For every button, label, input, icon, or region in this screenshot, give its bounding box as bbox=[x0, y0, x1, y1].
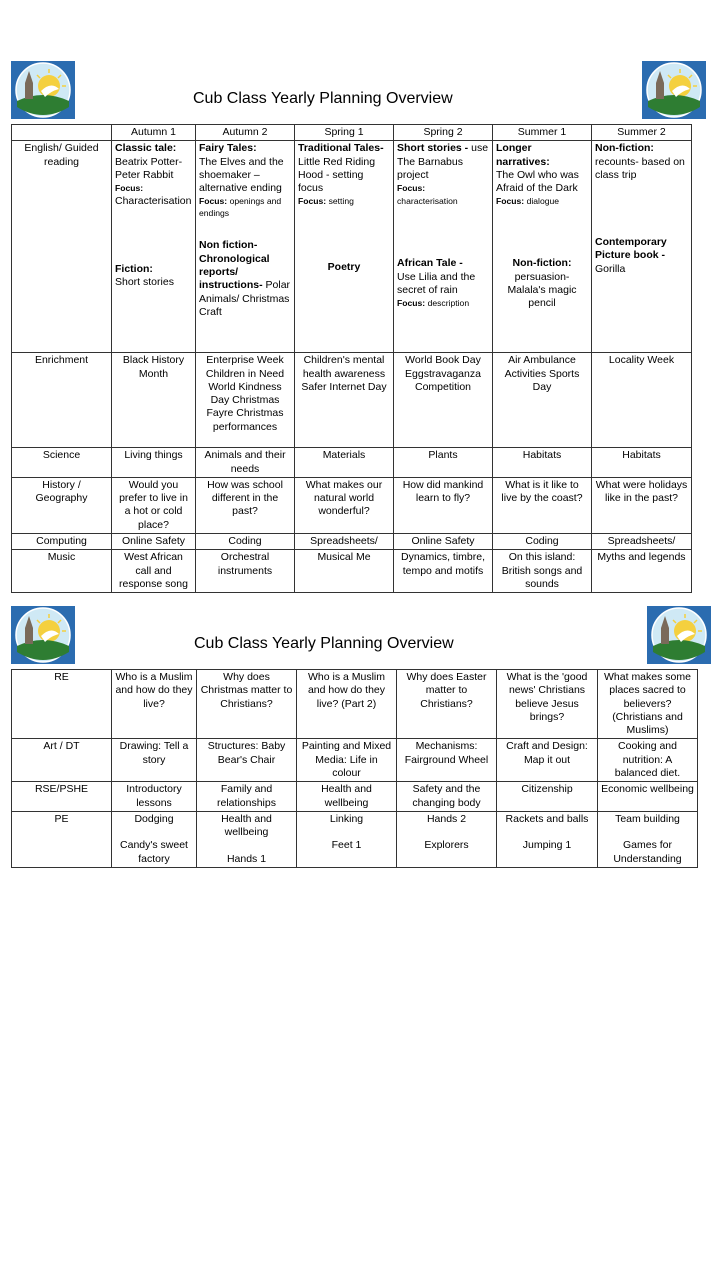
re-cell: What makes some places sacred to believers? (Christians and Muslims) bbox=[598, 670, 698, 739]
pe-unit: Explorers bbox=[424, 839, 469, 852]
rse-cell: Safety and the changing body bbox=[397, 782, 497, 812]
focus-text: characterisation bbox=[397, 196, 458, 207]
corner-cell bbox=[12, 125, 112, 141]
cell-text: persuasion- Malala's magic pencil bbox=[507, 270, 577, 310]
science-cell: Habitats bbox=[592, 448, 692, 478]
re-cell: Why does Christmas matter to Christians? bbox=[197, 670, 297, 739]
focus-label: Focus: bbox=[115, 183, 144, 194]
science-row bbox=[12, 448, 692, 478]
term-header: Autumn 2 bbox=[196, 125, 295, 141]
cell-text: use bbox=[471, 142, 489, 155]
computing-cell: Online Safety bbox=[394, 534, 493, 550]
computing-cell: Spreadsheets/ bbox=[592, 534, 692, 550]
cell-heading: Classic tale: bbox=[115, 142, 177, 155]
cell-heading: Poetry bbox=[327, 261, 361, 274]
term-header: Spring 2 bbox=[394, 125, 493, 141]
english-row bbox=[12, 141, 692, 353]
science-cell: Plants bbox=[394, 448, 493, 478]
focus-label: Focus: bbox=[397, 183, 426, 194]
computing-row bbox=[12, 534, 692, 550]
art-cell: Drawing: Tell a story bbox=[112, 739, 197, 782]
cell-heading: Fiction: bbox=[115, 262, 153, 275]
enrichment-cell: Children's mental health awareness Safer Internet Day bbox=[295, 353, 394, 448]
pe-cell bbox=[497, 811, 598, 867]
school-logo-icon bbox=[647, 606, 711, 664]
history-cell: How did mankind learn to fly? bbox=[394, 477, 493, 533]
cell-heading: Non-fiction: bbox=[595, 142, 654, 155]
cell-heading: Contemporary Picture book - bbox=[595, 236, 667, 262]
focus-label: Focus: bbox=[496, 196, 525, 207]
enrichment-cell: Locality Week bbox=[592, 353, 692, 448]
cell-text: Polar Animals/ Christmas Craft bbox=[199, 279, 291, 318]
pe-cell bbox=[197, 811, 297, 867]
re-cell: Who is a Muslim and how do they live? (Part 2) bbox=[297, 670, 397, 739]
rse-cell: Family and relationships bbox=[197, 782, 297, 812]
page-title: Cub Class Yearly Planning Overview bbox=[194, 635, 454, 652]
pe-unit: Dodging bbox=[134, 812, 174, 825]
pe-unit: Candy's sweet factory bbox=[120, 839, 188, 865]
pe-row bbox=[12, 811, 698, 867]
music-cell: On this island: British songs and sounds bbox=[493, 550, 592, 593]
term-header: Spring 1 bbox=[295, 125, 394, 141]
row-label: RSE/PSHE bbox=[12, 782, 112, 812]
enrichment-cell: Black History Month bbox=[112, 353, 196, 448]
history-cell: What makes our natural world wonderful? bbox=[295, 477, 394, 533]
pe-unit: Linking bbox=[329, 812, 364, 825]
focus-text: Characterisation bbox=[115, 195, 192, 208]
science-cell: Habitats bbox=[493, 448, 592, 478]
art-cell: Structures: Baby Bear's Chair bbox=[197, 739, 297, 782]
rse-cell: Introductory lessons bbox=[112, 782, 197, 812]
enrichment-cell: Air Ambulance Activities Sports Day bbox=[493, 353, 592, 448]
music-cell: Dynamics, timbre, tempo and motifs bbox=[394, 550, 493, 593]
focus-label: Focus: bbox=[199, 196, 228, 207]
pe-unit: Games for Understanding bbox=[613, 839, 682, 865]
cell-heading: African Tale - bbox=[397, 257, 463, 270]
science-cell: Animals and their needs bbox=[196, 448, 295, 478]
english-autumn2 bbox=[196, 141, 295, 353]
computing-cell: Online Safety bbox=[112, 534, 196, 550]
term-header: Summer 1 bbox=[493, 125, 592, 141]
computing-cell: Spreadsheets/ bbox=[295, 534, 394, 550]
music-cell: Orchestral instruments bbox=[196, 550, 295, 593]
computing-cell: Coding bbox=[493, 534, 592, 550]
pe-unit: Hands 2 bbox=[426, 812, 467, 825]
computing-cell: Coding bbox=[196, 534, 295, 550]
pe-unit: Hands 1 bbox=[226, 852, 267, 865]
pe-unit: Feet 1 bbox=[331, 839, 362, 852]
history-cell: What is it like to live by the coast? bbox=[493, 477, 592, 533]
row-label: PE bbox=[12, 811, 112, 867]
school-logo-icon bbox=[642, 61, 706, 119]
row-label: Computing bbox=[12, 534, 112, 550]
rse-cell: Citizenship bbox=[497, 782, 598, 812]
row-label: Art / DT bbox=[12, 739, 112, 782]
science-cell: Materials bbox=[295, 448, 394, 478]
history-cell: Would you prefer to live in a hot or cold place? bbox=[112, 477, 196, 533]
rse-cell: Health and wellbeing bbox=[297, 782, 397, 812]
cell-text: Gorilla bbox=[595, 262, 626, 275]
cell-text: Short stories bbox=[115, 276, 174, 289]
english-summer1 bbox=[493, 141, 592, 353]
school-logo-icon bbox=[11, 606, 75, 664]
cell-heading: Non-fiction: bbox=[512, 257, 572, 270]
focus-label: Focus: bbox=[298, 196, 327, 207]
focus-text: setting bbox=[328, 196, 354, 207]
english-spring2 bbox=[394, 141, 493, 353]
pe-unit: Team building bbox=[615, 812, 680, 825]
cell-heading: Longer narratives: bbox=[496, 142, 550, 168]
row-label: History / Geography bbox=[12, 477, 112, 533]
pe-unit: Rackets and balls bbox=[505, 812, 589, 825]
row-label: English/ Guided reading bbox=[12, 141, 112, 353]
cell-heading: Non fiction- Chronological reports/ instructions- bbox=[199, 239, 270, 292]
cell-text: The Barnabus project bbox=[397, 155, 463, 181]
cell-text: The Owl who was Afraid of the Dark bbox=[496, 168, 579, 195]
row-label: Enrichment bbox=[12, 353, 112, 448]
focus-text: openings and endings bbox=[199, 196, 282, 219]
enrichment-row bbox=[12, 353, 692, 448]
english-autumn1 bbox=[112, 141, 196, 353]
pe-cell bbox=[598, 811, 698, 867]
pe-cell bbox=[397, 811, 497, 867]
cell-text: Use Lilia and the secret of rain bbox=[397, 270, 476, 297]
re-cell: Why does Easter matter to Christians? bbox=[397, 670, 497, 739]
enrichment-cell: Enterprise Week Children in Need World Kindness Day Christmas Fayre Christmas performances bbox=[196, 353, 295, 448]
term-header-row bbox=[12, 125, 692, 141]
planning-table-2 bbox=[11, 669, 698, 868]
cell-text: recounts- based on class trip bbox=[595, 155, 685, 181]
history-cell: What were holidays like in the past? bbox=[592, 477, 692, 533]
art-cell: Craft and Design: Map it out bbox=[497, 739, 598, 782]
english-summer2 bbox=[592, 141, 692, 353]
planning-table-1 bbox=[11, 124, 692, 593]
cell-heading: Fairy Tales: bbox=[199, 142, 257, 155]
re-cell: What is the 'good news' Christians believe Jesus brings? bbox=[497, 670, 598, 739]
row-label: RE bbox=[12, 670, 112, 739]
history-row bbox=[12, 477, 692, 533]
rse-cell: Economic wellbeing bbox=[598, 782, 698, 812]
art-cell: Mechanisms: Fairground Wheel bbox=[397, 739, 497, 782]
pe-unit: Jumping 1 bbox=[522, 839, 572, 852]
science-cell: Living things bbox=[112, 448, 196, 478]
row-label: Music bbox=[12, 550, 112, 593]
pe-cell bbox=[112, 811, 197, 867]
art-row bbox=[12, 739, 698, 782]
art-cell: Painting and Mixed Media: Life in colour bbox=[297, 739, 397, 782]
school-logo-icon bbox=[11, 61, 75, 119]
focus-label: Focus: bbox=[397, 298, 426, 309]
pe-cell bbox=[297, 811, 397, 867]
history-cell: How was school different in the past? bbox=[196, 477, 295, 533]
cell-heading: Traditional Tales- bbox=[298, 142, 384, 155]
cell-heading: Short stories - bbox=[397, 142, 469, 155]
english-spring1 bbox=[295, 141, 394, 353]
art-cell: Cooking and nutrition: A balanced diet. bbox=[598, 739, 698, 782]
re-cell: Who is a Muslim and how do they live? bbox=[112, 670, 197, 739]
rse-row bbox=[12, 782, 698, 812]
focus-text: dialogue bbox=[526, 196, 560, 207]
music-row bbox=[12, 550, 692, 593]
music-cell: West African call and response song bbox=[112, 550, 196, 593]
enrichment-cell: World Book Day Eggstravaganza Competition bbox=[394, 353, 493, 448]
term-header: Autumn 1 bbox=[112, 125, 196, 141]
row-label: Science bbox=[12, 448, 112, 478]
focus-text: description bbox=[427, 298, 470, 309]
cell-text: The Elves and the shoemaker – alternative ending bbox=[199, 155, 284, 195]
music-cell: Musical Me bbox=[295, 550, 394, 593]
term-header: Summer 2 bbox=[592, 125, 692, 141]
pe-unit: Health and wellbeing bbox=[221, 812, 272, 839]
music-cell: Myths and legends bbox=[592, 550, 692, 593]
cell-text: Little Red Riding Hood - setting focus bbox=[298, 155, 376, 195]
re-row bbox=[12, 670, 698, 739]
cell-text: Beatrix Potter- Peter Rabbit bbox=[115, 155, 183, 181]
page-title: Cub Class Yearly Planning Overview bbox=[193, 90, 453, 107]
